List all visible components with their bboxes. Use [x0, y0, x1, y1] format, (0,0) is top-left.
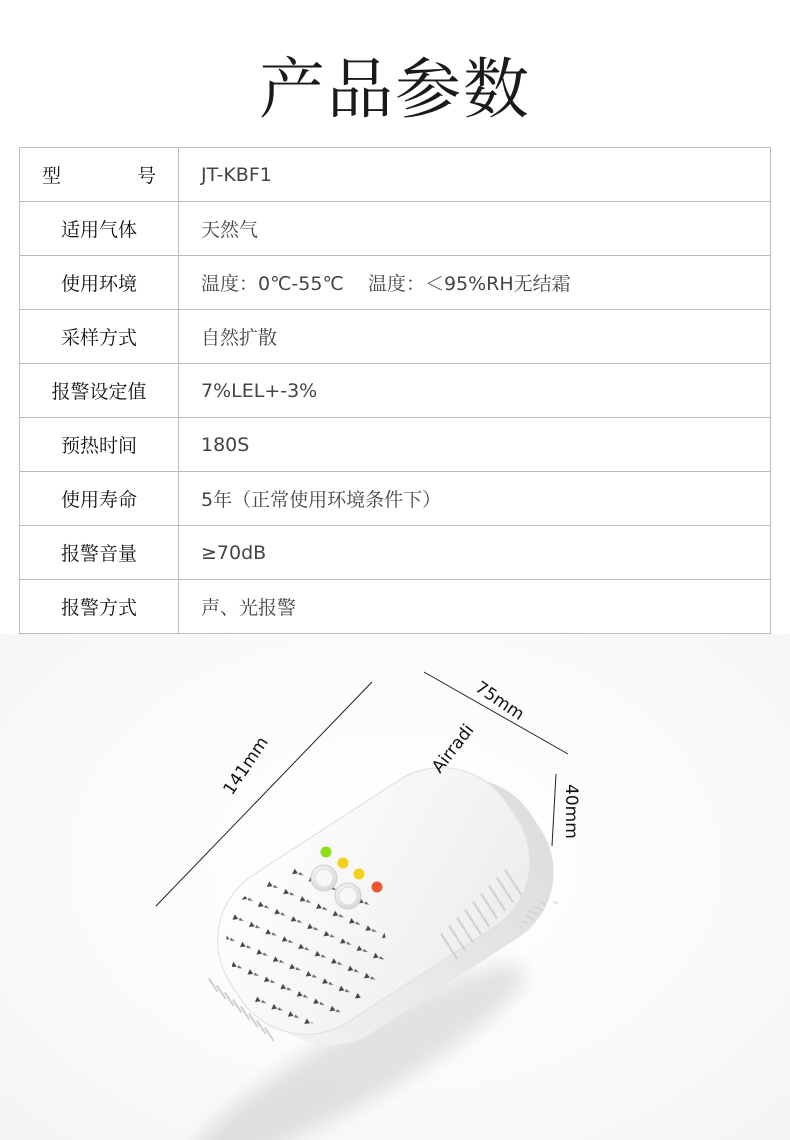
spec-label: 适用气体: [20, 202, 179, 256]
led-red-icon: [372, 882, 383, 893]
page-title: 产品参数: [259, 51, 531, 128]
spec-value: 180S: [179, 418, 771, 472]
spec-value: 7%LEL+-3%: [179, 364, 771, 418]
led-yellow-icon: [338, 858, 349, 869]
table-row: [20, 310, 771, 364]
dimension-height-label: 40mm: [561, 784, 581, 839]
spec-value: ≥70dB: [179, 526, 771, 580]
product-image-area: [0, 634, 790, 1140]
spec-table: [19, 147, 771, 634]
spec-value: 温度：0℃-55℃ 温度：＜95%RH无结霜: [179, 256, 771, 310]
table-row: [20, 580, 771, 634]
spec-value: 自然扩散: [179, 310, 771, 364]
table-row: [20, 148, 771, 202]
brand-logo: Airradi: [428, 720, 479, 778]
device-button: [335, 883, 361, 909]
spec-value: 5年（正常使用环境条件下）: [179, 472, 771, 526]
spec-label: 报警设定值: [20, 364, 179, 418]
spec-label: [20, 148, 179, 202]
spec-value: JT-KBF1: [179, 148, 771, 202]
spec-label: 报警方式: [20, 580, 179, 634]
led-green-icon: [321, 847, 332, 858]
led-yellow-icon: [354, 869, 365, 880]
table-row: [20, 418, 771, 472]
spec-label: 使用环境: [20, 256, 179, 310]
product-illustration: [0, 634, 790, 1140]
spec-label: 预热时间: [20, 418, 179, 472]
table-row: [20, 202, 771, 256]
spec-label: 报警音量: [20, 526, 179, 580]
spec-label-char: 型: [42, 165, 62, 187]
spec-value: 天然气: [179, 202, 771, 256]
table-row: [20, 526, 771, 580]
dimension-length-label: 141mm: [219, 733, 273, 799]
device-button: [311, 865, 337, 891]
spec-value: 声、光报警: [179, 580, 771, 634]
table-row: [20, 256, 771, 310]
dimension-line-height: [552, 774, 556, 846]
spec-label: 使用寿命: [20, 472, 179, 526]
spec-label: 采样方式: [20, 310, 179, 364]
spec-label-char: 号: [136, 165, 156, 187]
table-row: [20, 364, 771, 418]
dimension-width-label: 75mm: [471, 677, 528, 725]
table-row: [20, 472, 771, 526]
